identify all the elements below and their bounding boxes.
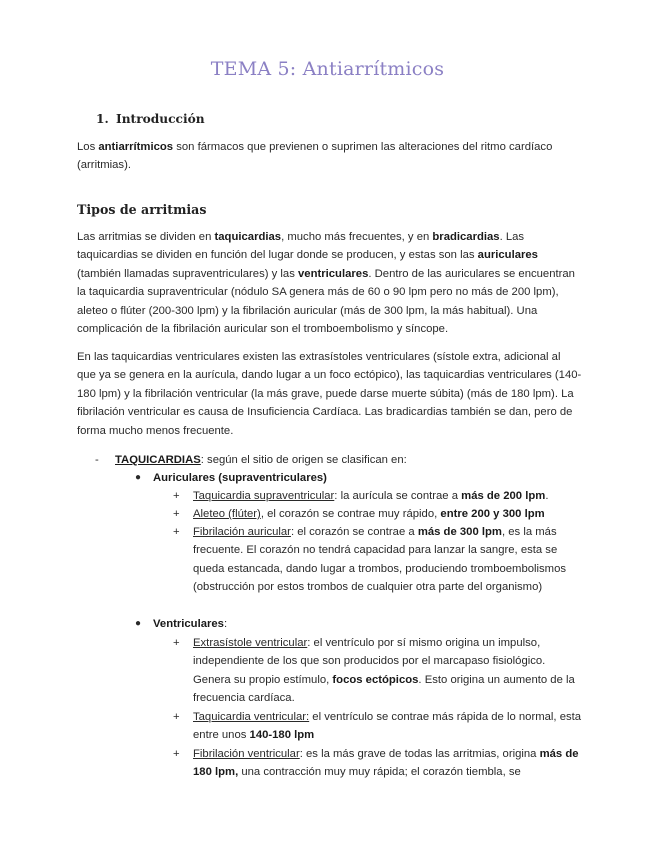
list-item-extrasistole bbox=[173, 634, 583, 708]
tipos-paragraph-2: En las taquicardias ventriculares existen las extrasístoles ventriculares (sístole extra, adicional al que ya se genera en la aurícula, dando lugar a un foco ectópico), las taquicardias ventriculares (140-180 lpm) y la fibrilación ventricular (la más grave, puede darse muerte súbita) (más de 180 lpm). La fibrilación ventricular es causa de Insuficiencia Cardíaca. Las bradicardias también se dan, pero de forma mucho menos frecuente. bbox=[77, 351, 582, 437]
taquicardias-rest: : según el sitio de origen se clasifican en: bbox=[200, 454, 407, 466]
section-number: 1. bbox=[96, 112, 109, 126]
term: Extrasístole ventricular bbox=[193, 637, 308, 649]
term: Taquicardia supraventricular bbox=[193, 490, 335, 502]
bold-run: bradicardias bbox=[432, 231, 500, 243]
section-title: Introducción bbox=[116, 112, 205, 126]
text-run: (también llamadas supraventriculares) y las bbox=[77, 267, 299, 280]
text-run: Las arritmias se dividen en bbox=[77, 231, 215, 243]
taquicardias-label: TAQUICARDIAS bbox=[115, 454, 201, 466]
text-run: . bbox=[545, 490, 549, 502]
bold-run: más de 180 lpm, bbox=[193, 748, 579, 779]
bold-run: entre 200 y 300 lpm bbox=[440, 508, 545, 520]
list-item-taquicardia-supraventricular bbox=[173, 487, 583, 505]
section-heading-introduccion bbox=[96, 112, 205, 126]
dot-bullet: ● bbox=[135, 472, 142, 483]
auriculares-label: Auriculares (supraventriculares) bbox=[153, 472, 327, 484]
bold-run: ventriculares bbox=[298, 267, 369, 280]
list-item-fibrilacion-ventricular bbox=[173, 745, 583, 782]
plus-bullet: + bbox=[173, 711, 180, 723]
document-title: TEMA 5: Antiarrítmicos bbox=[210, 58, 445, 80]
dash-bullet: - bbox=[95, 454, 99, 466]
bold-run: auriculares bbox=[477, 249, 538, 262]
section-heading-tipos: Tipos de arritmias bbox=[77, 202, 207, 217]
text-run: el ventrículo se contrae más rápida de lo normal, esta entre unos bbox=[193, 711, 582, 742]
bold-run: más de 200 lpm bbox=[461, 490, 546, 502]
text-run: : el ventrículo por sí mismo origina un impulso, independiente de los que son producidos por el marcapaso fisiológico. Genera su propio estímulo, bbox=[193, 637, 546, 686]
plus-bullet: + bbox=[173, 637, 180, 649]
text-run: . Esto origina un aumento de la frecuencia cardíaca. bbox=[193, 673, 575, 705]
intro-text-rest: son fármacos que previenen o suprimen las alteraciones del ritmo cardíaco (arritmias). bbox=[77, 141, 553, 172]
list-item-fibrilacion-auricular bbox=[173, 523, 583, 597]
term: Fibrilación auricular bbox=[193, 526, 291, 538]
term: Fibrilación ventricular bbox=[193, 748, 300, 760]
term: Taquicardia ventricular: bbox=[193, 711, 310, 723]
text-run: , el corazón se contrae muy rápido, bbox=[260, 508, 441, 520]
text-run: , es la más frecuente. El corazón no tendrá capacidad para lanzar la sangre, esta se queda estancada, dando lugar a trombos, produciendo tromboembolismos (obstrucción por estos trombos de cualquier otra parte del organismo) bbox=[193, 526, 567, 594]
text-run: : es la más grave de todas las arritmias, origina bbox=[299, 748, 540, 760]
colon: : bbox=[223, 618, 228, 630]
text-run: . Las taquicardias se dividen en función del lugar donde se producen, y estas son las bbox=[77, 231, 525, 262]
list-item-aleteo bbox=[173, 505, 583, 523]
plus-bullet: + bbox=[173, 508, 180, 520]
bold-run: más de 300 lpm bbox=[417, 526, 502, 538]
intro-text: Los bbox=[77, 141, 99, 153]
plus-bullet: + bbox=[173, 748, 180, 760]
text-run: : el corazón se contrae a bbox=[290, 526, 418, 538]
text-run: : la aurícula se contrae a bbox=[334, 490, 462, 502]
bold-run: focos ectópicos bbox=[332, 673, 419, 686]
plus-bullet: + bbox=[173, 526, 180, 538]
term: Aleteo (flúter) bbox=[193, 508, 261, 520]
bold-run: 140-180 lpm bbox=[249, 729, 315, 742]
text-run: una contracción muy muy rápida; el corazón tiembla, se bbox=[238, 766, 521, 779]
tipos-paragraph-1 bbox=[77, 228, 582, 338]
list-item-taquicardia-ventricular bbox=[173, 708, 583, 745]
intro-bold-term: antiarrítmicos bbox=[98, 141, 174, 153]
text-run: , mucho más frecuentes, y en bbox=[281, 231, 433, 243]
bold-run: taquicardias bbox=[214, 231, 282, 243]
text-run: . Dentro de las auriculares se encuentran la taquicardia supraventricular (nódulo SA genera más de 60 o 90 lpm pero no más de 200 lpm), aleteo o flúter (200-300 lpm) y la fibrilación auricular (más de 300 lpm, la más habitual). Una complicación de la fibrilación auricular son el tromboembolismo y síncope. bbox=[77, 267, 575, 336]
intro-paragraph bbox=[77, 138, 582, 175]
dot-bullet: ● bbox=[135, 618, 142, 629]
ventriculares-label: Ventriculares bbox=[153, 618, 224, 630]
plus-bullet: + bbox=[173, 490, 180, 502]
